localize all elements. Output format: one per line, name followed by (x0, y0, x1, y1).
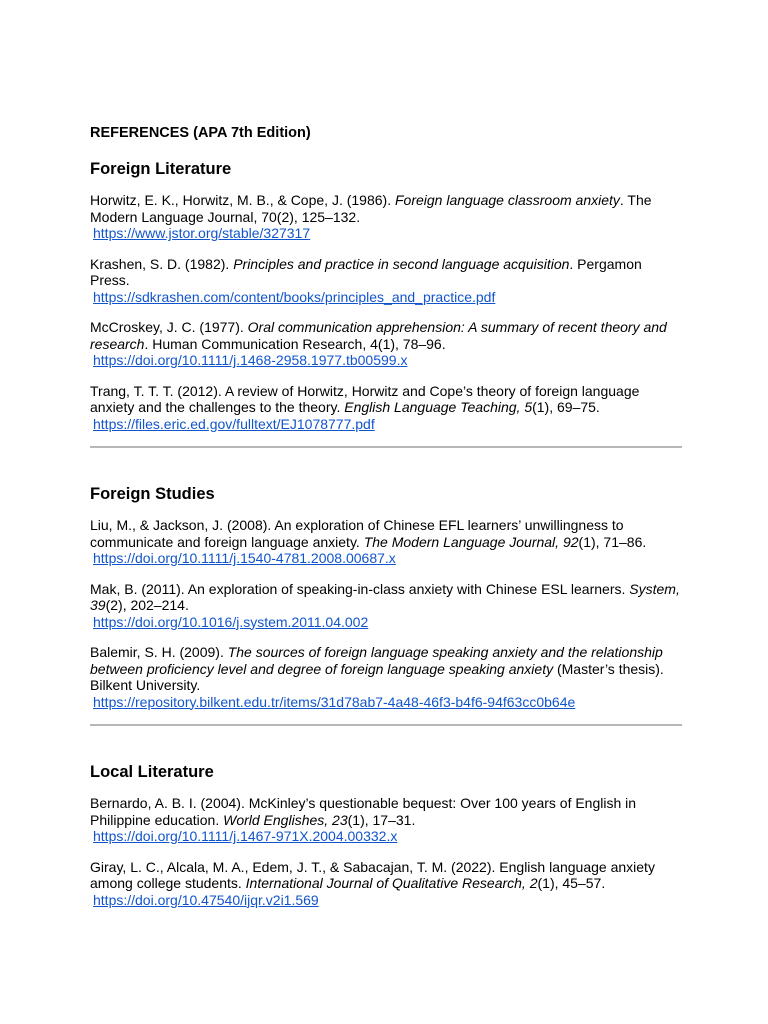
reference-entry (90, 256, 680, 306)
section-foreign-studies (90, 484, 680, 726)
reference-text: Trang, T. T. T. (2012). A review of Horwitz, Horwitz and Cope’s theory of foreign language anxiety and the challenges to the theory. (90, 382, 640, 415)
reference-entry (90, 795, 680, 845)
reference-text: . Pergamon Press. (90, 255, 642, 288)
section-divider (90, 446, 682, 448)
reference-entry (90, 517, 680, 567)
reference-entry (90, 644, 680, 710)
reference-link[interactable]: https://doi.org/10.1111/j.1467-971X.2004.00332.x (93, 828, 398, 844)
reference-italic: Principles and practice in second language acquisition (233, 255, 570, 272)
reference-entry (90, 319, 680, 369)
reference-link[interactable]: https://doi.org/10.47540/ijqr.v2i1.569 (93, 891, 319, 908)
reference-link[interactable]: https://files.eric.ed.gov/fulltext/EJ1078777.pdf (93, 415, 375, 432)
reference-link[interactable]: https://doi.org/10.1016/j.system.2011.04.002 (93, 613, 369, 630)
reference-text: Balemir, S. H. (2009). (90, 644, 228, 660)
reference-link[interactable]: https://sdkrashen.com/content/books/principles_and_practice.pdf (93, 288, 496, 305)
reference-italic: The Modern Language Journal, 92 (363, 533, 579, 550)
reference-text: Bernardo, A. B. I. (2004). McKinley’s questionable bequest: Over 100 years of English in Philippine education. (90, 795, 637, 828)
reference-italic: International Journal of Qualitative Research, 2 (245, 875, 538, 891)
reference-text: Mak, B. (2011). An exploration of speaking-in-class anxiety with Chinese ESL learners. (90, 580, 630, 597)
reference-text: (1), 45–57. (537, 875, 606, 891)
reference-italic: English Language Teaching, 5 (344, 399, 533, 415)
reference-text: (1), 71–86. (578, 533, 647, 550)
references-content (90, 124, 680, 922)
reference-text: Krashen, S. D. (1982). (90, 255, 234, 272)
document-title: REFERENCES (APA 7th Edition) (90, 125, 311, 141)
section-divider (90, 724, 682, 726)
reference-italic: System, 39 (90, 580, 680, 613)
reference-link[interactable]: https://doi.org/10.1111/j.1540-4781.2008.00687.x (93, 550, 396, 566)
reference-entry (90, 859, 680, 909)
reference-text: . The Modern Language Journal, 70(2), 125–132. (90, 192, 652, 225)
reference-text: (1), 69–75. (532, 399, 600, 415)
reference-entry (90, 192, 680, 242)
reference-entry (90, 383, 680, 433)
reference-text: (Master’s thesis). Bilkent University. (90, 660, 664, 693)
section-title: Foreign Literature (90, 160, 232, 178)
reference-entry (90, 581, 680, 631)
reference-text: Horwitz, E. K., Horwitz, M. B., & Cope, J. (1986). (90, 192, 395, 208)
reference-italic: World Englishes, 23 (223, 811, 348, 828)
section-title: Foreign Studies (90, 485, 215, 503)
reference-italic: The sources of foreign language speaking anxiety and the relationship between proficiency level and degree of foreign language speaking anxiety (90, 644, 663, 677)
reference-text: McCroskey, J. C. (1977). (90, 319, 248, 335)
reference-text: (2), 202–214. (105, 597, 189, 613)
section-title: Local Literature (90, 763, 214, 781)
section-local-literature (90, 762, 680, 908)
reference-text: Liu, M., & Jackson, J. (2008). An exploration of Chinese EFL learners’ unwillingness to communicate and foreign language anxiety. (90, 517, 624, 550)
reference-link[interactable]: https://www.jstor.org/stable/327317 (93, 225, 311, 241)
reference-link[interactable]: https://doi.org/10.1111/j.1468-2958.1977.tb00599.x (93, 352, 408, 368)
reference-text: . Human Communication Research, 4(1), 78–96. (144, 335, 446, 352)
reference-text: Giray, L. C., Alcala, M. A., Edem, J. T., & Sabacajan, T. M. (2022). English language anxiety among college students. (90, 858, 655, 891)
reference-italic: Foreign language classroom anxiety (394, 192, 620, 208)
reference-italic: Oral communication apprehension: A summary of recent theory and research (90, 319, 667, 352)
reference-text: (1), 17–31. (347, 811, 416, 828)
reference-link[interactable]: https://repository.bilkent.edu.tr/items/31d78ab7-4a48-46f3-b4f6-94f63cc0b64e (93, 693, 576, 710)
section-foreign-literature (90, 159, 680, 448)
